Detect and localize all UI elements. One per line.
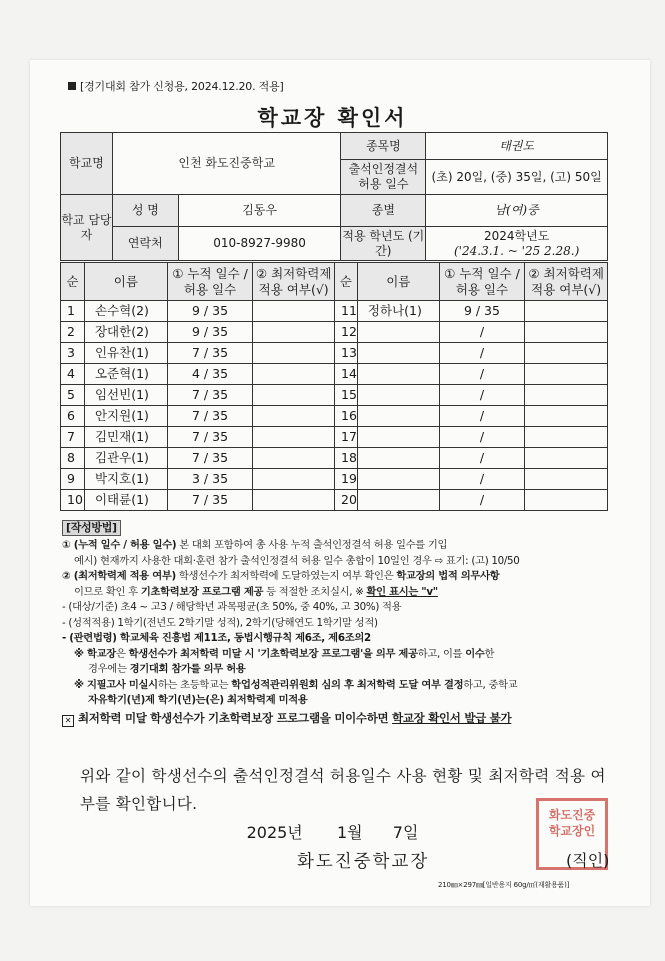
col-min: ② 최저학력제 적용 여부(√) [253, 263, 335, 301]
row-number: 13 [335, 343, 358, 364]
days-used: / [439, 427, 525, 448]
row-number: 17 [335, 427, 358, 448]
min-check [525, 427, 608, 448]
student-name: 박지호(1) [84, 469, 167, 490]
min-check [253, 469, 335, 490]
col-no: 순 [61, 263, 85, 301]
instr-line [62, 678, 612, 694]
days-used: / [439, 490, 525, 511]
days-used: 7 / 35 [167, 448, 253, 469]
name-value: 김동우 [178, 195, 341, 227]
instr-line [62, 585, 612, 601]
min-check [253, 322, 335, 343]
student-name: 인유찬(1) [84, 343, 167, 364]
table-row [61, 490, 608, 511]
min-check [525, 448, 608, 469]
category-label: 종별 [341, 195, 426, 227]
days-used: / [439, 322, 525, 343]
row-number: 18 [335, 448, 358, 469]
school-name: 인천 화도진중학교 [112, 133, 341, 195]
table-row [61, 343, 608, 364]
instr-line [62, 647, 612, 663]
student-name: 정하나(1) [357, 301, 439, 322]
seal-text: 화도진중학교장인 [548, 808, 596, 838]
row-number: 5 [61, 385, 85, 406]
col-days-2: ① 누적 일수 / 허용 일수 [439, 263, 525, 301]
student-name [357, 385, 439, 406]
student-name [357, 427, 439, 448]
min-check [525, 301, 608, 322]
table-row [61, 385, 608, 406]
table-row [61, 364, 608, 385]
student-name: 김관우(1) [84, 448, 167, 469]
min-check [253, 301, 335, 322]
col-days: ① 누적 일수 / 허용 일수 [167, 263, 253, 301]
instr-bold: 기초학력보장 프로그램 제공 [140, 585, 264, 598]
instr-text: 하고, 이를 [417, 647, 466, 660]
phone-value: 010-8927-9980 [178, 227, 341, 261]
instr-bold: ② (최저학력제 적용 여부) [62, 570, 176, 582]
info-table [60, 132, 608, 261]
instr-text: 학생선수가 최저학력에 도달하였는지 여부 확인은 [175, 570, 397, 582]
instr-bold: 학생선수가 최저학력 미달 시 '기초학력보장 프로그램'을 의무 제공 [128, 647, 418, 660]
row-number: 7 [61, 427, 85, 448]
min-check [253, 385, 335, 406]
year-value: 2024학년도 [483, 228, 550, 243]
final-emphasis: 학교장 확인서 발급 불가 [392, 710, 512, 725]
final-notice [62, 711, 612, 727]
student-name [357, 406, 439, 427]
row-number: 10 [61, 490, 85, 511]
days-used: / [439, 406, 525, 427]
min-check [525, 385, 608, 406]
row-number: 3 [61, 343, 85, 364]
days-used: 4 / 35 [167, 364, 253, 385]
student-name: 안지원(1) [84, 406, 167, 427]
days-used: 3 / 35 [167, 469, 253, 490]
date-day: 7일 [392, 823, 419, 842]
year-label: 적용 학년도 (기간) [341, 227, 426, 261]
category-value: 남(여)중 [426, 195, 608, 227]
instr-text: 한 [484, 647, 495, 660]
instr-bold: ※ 지필고사 미실시 [74, 678, 158, 691]
days-used: 7 / 35 [167, 343, 253, 364]
row-number: 11 [335, 301, 358, 322]
days-used: / [439, 364, 525, 385]
row-number: 20 [335, 490, 358, 511]
allowed-days-label: 출석인정결석 허용 일수 [341, 160, 426, 195]
min-check [253, 364, 335, 385]
event-label: 종목명 [341, 133, 426, 160]
min-check [253, 427, 335, 448]
year-period: ('24.3.1. ~ '25 2.28.) [454, 243, 580, 258]
min-check [525, 469, 608, 490]
student-name: 손수혁(2) [84, 301, 167, 322]
table-row [61, 469, 608, 490]
days-used: 7 / 35 [167, 385, 253, 406]
instr-line: 자유학기(년)제 학기(년)는(은) 최저학력제 미적용 [88, 694, 308, 706]
student-name [357, 343, 439, 364]
contact-label: 학교 담당자 [61, 195, 113, 261]
days-used: 7 / 35 [167, 406, 253, 427]
table-row [61, 301, 608, 322]
instr-underline: 확인 표시는 "v" [366, 585, 438, 598]
col-name-2: 이름 [357, 263, 439, 301]
name-label: 성 명 [112, 195, 178, 227]
instr-bold: 이수 [465, 647, 485, 660]
student-name: 임선빈(1) [84, 385, 167, 406]
header-note-text: [경기대회 참가 신청용, 2024.12.20. 적용] [80, 80, 284, 93]
row-number: 15 [335, 385, 358, 406]
min-check [525, 490, 608, 511]
min-check [525, 364, 608, 385]
days-used: / [439, 469, 525, 490]
instr-text: 경우에는 [88, 663, 130, 675]
instr-bold: ① (누적 일수 / 허용 일수) [62, 539, 177, 551]
row-number: 6 [61, 406, 85, 427]
days-used: 9 / 35 [167, 322, 253, 343]
phone-label: 연락처 [112, 227, 178, 261]
student-name [357, 364, 439, 385]
student-name: 김민재(1) [84, 427, 167, 448]
col-name: 이름 [84, 263, 167, 301]
row-number: 1 [61, 301, 85, 322]
instr-bold: ※ 학교장 [74, 647, 116, 660]
days-used: / [439, 343, 525, 364]
row-number: 16 [335, 406, 358, 427]
square-bullet-icon [68, 82, 76, 90]
instr-bold: 학업성적관리위원회 심의 후 최저학력 도달 여부 결정 [231, 678, 464, 691]
final-text: 최저학력 미달 학생선수가 기초학력보장 프로그램을 미이수하면 [78, 710, 393, 725]
checkbox-icon: ✕ [62, 715, 74, 727]
date-year: 2025년 [246, 823, 303, 842]
col-no-2: 순 [335, 263, 358, 301]
instr-line [62, 538, 612, 554]
table-row [61, 427, 608, 448]
student-name: 이태륜(1) [84, 490, 167, 511]
student-name [357, 322, 439, 343]
row-number: 4 [61, 364, 85, 385]
student-name: 오준혁(1) [84, 364, 167, 385]
min-check [253, 343, 335, 364]
instructions-heading: [작성방법] [62, 520, 121, 536]
roster-body [61, 301, 608, 511]
table-row [61, 406, 608, 427]
days-used: 9 / 35 [439, 301, 525, 322]
instr-text: 등 적절한 조치실시, ※ [263, 585, 367, 598]
instr-text: 이므로 확인 후 [74, 585, 141, 598]
student-name [357, 469, 439, 490]
instr-line: - (관련법령) 학교체육 진흥법 제11조, 동법시행규칙 제6조, 제6조의2 [62, 632, 371, 644]
instr-line [62, 662, 612, 678]
min-check [253, 448, 335, 469]
days-used: / [439, 385, 525, 406]
row-number: 19 [335, 469, 358, 490]
min-check [525, 343, 608, 364]
row-number: 2 [61, 322, 85, 343]
confirm-text: 위와 같이 학생선수의 출석인정결석 허용일수 사용 현황 및 최저학력 적용 여부를 확인합니다. [80, 767, 606, 813]
instr-text: 본 대회 포함하여 총 사용 누적 출석인정결석 허용 일수를 기입 [176, 539, 448, 551]
days-used: 9 / 35 [167, 301, 253, 322]
days-used: / [439, 448, 525, 469]
instr-line: - (대상/기준) 초4 ~ 고3 / 해당학년 과목평균(초 50%, 중 40%, 고 30%) 적용 [62, 601, 402, 613]
student-name: 장대한(2) [84, 322, 167, 343]
min-check [253, 490, 335, 511]
student-name [357, 490, 439, 511]
seal-mark: (직인) [566, 851, 610, 870]
student-name [357, 448, 439, 469]
days-used: 7 / 35 [167, 427, 253, 448]
row-number: 14 [335, 364, 358, 385]
col-min-2: ② 최저학력제 적용 여부(√) [525, 263, 608, 301]
min-check [525, 322, 608, 343]
school-label: 학교명 [61, 133, 113, 195]
date-month: 1월 [336, 823, 363, 842]
min-check [253, 406, 335, 427]
footer-note: 210㎜×297㎜[일반용지 60g/㎡(재활용품)] [438, 881, 570, 889]
instr-line: 예시) 현재까지 사용한 대회·훈련 참가 출석인정결석 허용 일수 총합이 10일인 경우 ⇨ 표기: (고) 10/50 [74, 554, 520, 567]
instr-text: 은 [115, 647, 129, 660]
header-note [68, 78, 284, 94]
year-cell [426, 227, 608, 261]
table-row [61, 322, 608, 343]
instructions [62, 520, 612, 727]
event-value: 태권도 [426, 133, 608, 160]
page-title: 학교장 확인서 [257, 106, 408, 130]
instr-text: 하고, 중학교 [463, 678, 518, 691]
roster-table [60, 262, 608, 511]
instr-bold: 경기대회 참가를 의무 허용 [129, 663, 246, 675]
allowed-days-value: (초) 20일, (중) 35일, (고) 50일 [426, 160, 608, 195]
row-number: 12 [335, 322, 358, 343]
instr-line [62, 569, 612, 585]
min-check [525, 406, 608, 427]
instr-text: 하는 초등학교는 [157, 678, 232, 691]
instr-bold: 학교장의 법적 의무사항 [396, 570, 500, 582]
row-number: 9 [61, 469, 85, 490]
school-signature: 화도진중학교장 [297, 852, 430, 872]
row-number: 8 [61, 448, 85, 469]
instr-line: - (성적적용) 1학기(전년도 2학기말 성적), 2학기(당해연도 1학기말 성적) [62, 616, 378, 629]
days-used: 7 / 35 [167, 490, 253, 511]
table-row [61, 448, 608, 469]
